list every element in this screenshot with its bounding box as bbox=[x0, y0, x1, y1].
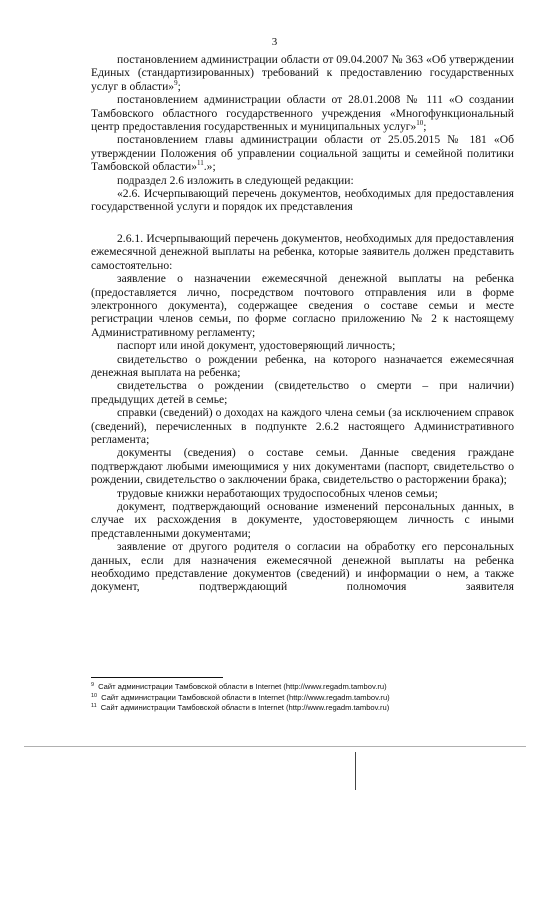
list-item: паспорт или иной документ, удостоверяющий личность; bbox=[117, 339, 396, 353]
scan-fold-line bbox=[24, 746, 526, 747]
list-item: трудовые книжки неработающих трудоспособных членов семьи; bbox=[117, 486, 438, 500]
page-number: 3 bbox=[271, 36, 278, 48]
list-item: свидетельство о рождении ребенка, на которого назначается ежемесячная денежная выплата на ребенка; bbox=[91, 352, 514, 379]
footnote-ref: 10 bbox=[416, 119, 424, 128]
list-item: заявление о назначении ежемесячной денежной выплаты на ребенка (предоставляется лично, посредством почтового отправления или в форме электронного документа), содержащее сведения о составе семьи и месте регистрации членов семьи, по форме согласно приложению № 2 к настоящему Административному регламенту; bbox=[91, 272, 514, 339]
footnote: $^9$ Сайт администрации Тамбовской области в Internet (http://www.regadm.tambov.ru) bbox=[91, 682, 387, 691]
footnote: $^{11}$ Сайт администрации Тамбовской области в Internet (http://www.regadm.tambov.ru) bbox=[91, 703, 390, 712]
body-text bbox=[91, 53, 514, 594]
footnote-divider bbox=[91, 677, 223, 678]
list-item: документ, подтверждающий основание изменений персональных данных, в случае их расхождения в документе, удостоверяющем личность с иными представленными документами; bbox=[91, 500, 514, 540]
paragraph: 2.6.1. Исчерпывающий перечень документов, необходимых для предоставления ежемесячной денежной выплаты на ребенка, которые заявитель должен представить самостоятельно: bbox=[91, 231, 514, 272]
list-item: свидетельства о рождении (свидетельство о смерти – при наличии) предыдущих детей в семье; bbox=[91, 379, 514, 406]
paragraph: постановлением администрации области от 09.04.2007 № 363 «Об утверждении Единых (стандартизированных) требований к предоставлению государственных услуг в области»$^9$; bbox=[91, 53, 514, 93]
paragraph: постановлением администрации области от 28.01.2008 № 111 «О создании Тамбовского областного государственного учреждения «Многофункциональный центр предоставления государственных и муниципальных услуг»$^{10}$; bbox=[91, 93, 514, 134]
footnote: $^{10}$ Сайт администрации Тамбовской области в Internet (http://www.regadm.tambov.ru) bbox=[91, 692, 390, 702]
list-item: заявление от другого родителя о согласии на обработку его персональных данных, если для назначения ежемесячной денежной выплаты на ребенка необходимо представление документов (сведений) и информации о нем, а также документ, подтверждающий полномочия заявителя bbox=[91, 540, 514, 594]
footnote-ref: 11 bbox=[197, 159, 204, 168]
footnote-ref: 9 bbox=[174, 78, 178, 87]
list-item: документы (сведения) о составе семьи. Данные сведения граждане подтверждают любыми имеющимися у них документами (паспорт, свидетельство о рождении, свидетельство о заключении брака, свидетельство о расторжении брака); bbox=[91, 446, 514, 487]
section-heading: «2.6. Исчерпывающий перечень документов, необходимых для предоставления государственной услуги и порядок их представления bbox=[91, 187, 514, 214]
paragraph: подраздел 2.6 изложить в следующей редакции: bbox=[117, 173, 354, 187]
list-item: справки (сведений) о доходах на каждого члена семьи (за исключением справок (сведений), перечисленных в подпункте 2.6.2 настоящего Административного регламента; bbox=[91, 406, 514, 446]
paragraph: постановлением главы администрации области от 25.05.2015 № 181 «Об утверждении Положения об управлении социальной защиты и семейной политики Тамбовской области»$^{11}$.»; bbox=[91, 133, 514, 174]
scan-mark bbox=[355, 752, 356, 790]
footnotes bbox=[91, 682, 514, 714]
